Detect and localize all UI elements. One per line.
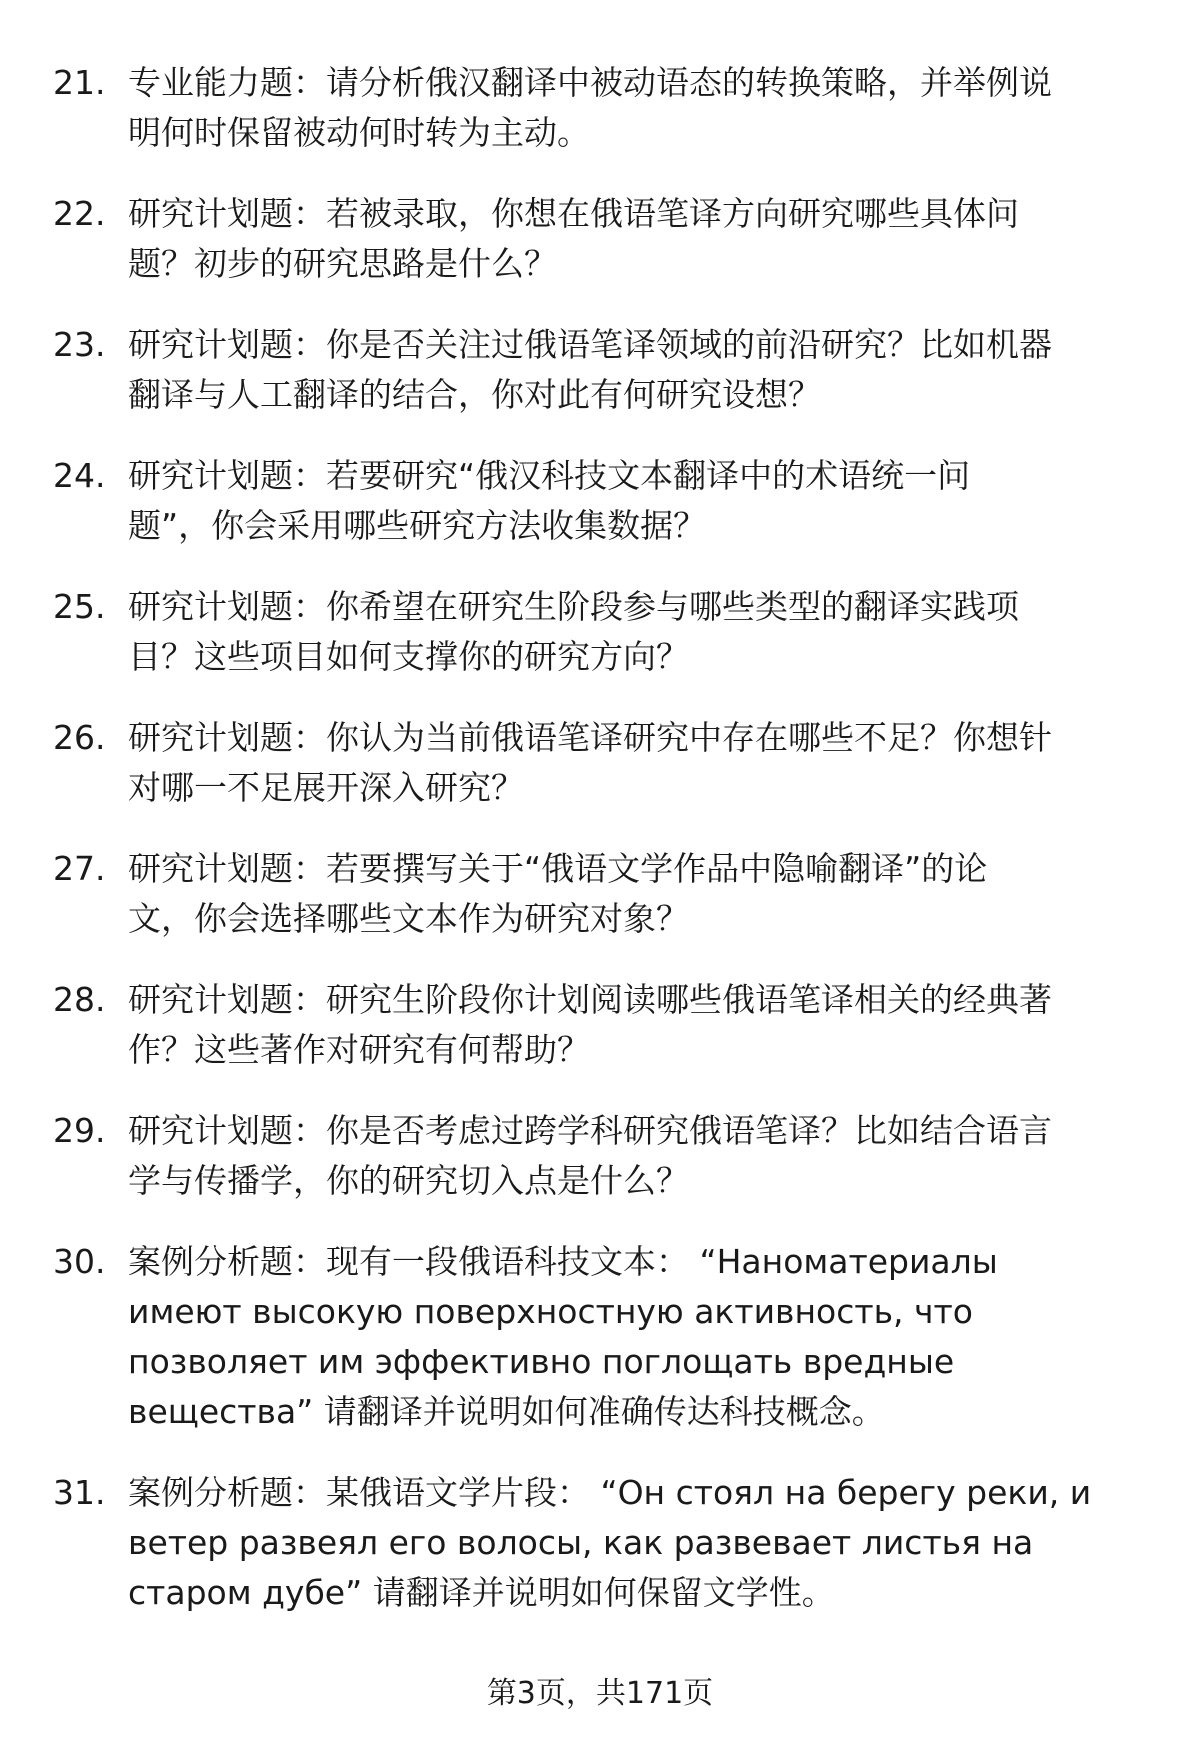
- question-text-line: 学与传播学，你的研究切入点是什么？: [128, 1161, 689, 1200]
- question-text: [128, 844, 1188, 944]
- question-item: [0, 1106, 1200, 1206]
- question-text: [128, 713, 1188, 813]
- question-text-line: 目？这些项目如何支撑你的研究方向？: [128, 637, 689, 676]
- question-number: 29.: [53, 1111, 106, 1150]
- question-text-line: 研究计划题：研究生阶段你计划阅读哪些俄语笔译相关的经典著: [128, 980, 1052, 1019]
- question-text: [128, 58, 1188, 158]
- question-text-line: 作？这些著作对研究有何帮助？: [128, 1030, 590, 1069]
- question-text-line: 专业能力题：请分析俄汉翻译中被动语态的转换策略，并举例说: [128, 63, 1052, 102]
- question-item: [0, 582, 1200, 682]
- question-text-line: ветер развеял его волосы, как развевает листья на: [128, 1523, 1034, 1562]
- question-number: 30.: [53, 1242, 106, 1281]
- question-item: [0, 713, 1200, 813]
- question-number: 28.: [53, 980, 106, 1019]
- question-number: 25.: [53, 587, 106, 626]
- question-text-line: 研究计划题：你是否考虑过跨学科研究俄语笔译？比如结合语言: [128, 1111, 1052, 1150]
- question-text: [128, 582, 1188, 682]
- question-item: [0, 1468, 1200, 1618]
- question-text-line: 翻译与人工翻译的结合，你对此有何研究设想？: [128, 375, 821, 414]
- question-number: 24.: [53, 456, 106, 495]
- question-text: [128, 320, 1188, 420]
- question-text-line: вещества” 请翻译并说明如何准确传达科技概念。: [128, 1392, 885, 1431]
- question-item: [0, 844, 1200, 944]
- question-text-line: 文，你会选择哪些文本作为研究对象？: [128, 899, 689, 938]
- question-text: [128, 189, 1188, 289]
- question-text-line: 案例分析题：某俄语文学片段： “Он стоял на берегу реки, и: [128, 1473, 1092, 1512]
- question-text-line: старом дубе” 请翻译并说明如何保留文学性。: [128, 1573, 835, 1612]
- question-text: [128, 451, 1188, 551]
- question-item: [0, 189, 1200, 289]
- question-text-line: 研究计划题：若要研究“俄汉科技文本翻译中的术语统一问: [128, 456, 971, 495]
- page-footer: 第3页，共171页: [486, 1676, 714, 1711]
- question-text-line: 题”，你会采用哪些研究方法收集数据？: [128, 506, 707, 545]
- question-number: 22.: [53, 194, 106, 233]
- question-item: [0, 320, 1200, 420]
- question-text-line: 研究计划题：若要撰写关于“俄语文学作品中隐喻翻译”的论: [128, 849, 988, 888]
- question-item: [0, 451, 1200, 551]
- question-text-line: 研究计划题：你是否关注过俄语笔译领域的前沿研究？比如机器: [128, 325, 1052, 364]
- question-text-line: 研究计划题：若被录取，你想在俄语笔译方向研究哪些具体问: [128, 194, 1019, 233]
- question-text-line: 研究计划题：你希望在研究生阶段参与哪些类型的翻译实践项: [128, 587, 1019, 626]
- question-item: [0, 58, 1200, 158]
- question-text: [128, 1468, 1188, 1618]
- question-number: 23.: [53, 325, 106, 364]
- question-text-line: имеют высокую поверхностную активность, что: [128, 1292, 973, 1331]
- question-text: [128, 1237, 1188, 1437]
- question-list: [0, 58, 1200, 1649]
- question-text-line: 明何时保留被动何时转为主动。: [128, 113, 590, 152]
- question-item: [0, 1237, 1200, 1437]
- question-text-line: 研究计划题：你认为当前俄语笔译研究中存在哪些不足？你想针: [128, 718, 1052, 757]
- question-number: 27.: [53, 849, 106, 888]
- question-text-line: 对哪一不足展开深入研究？: [128, 768, 524, 807]
- question-text-line: 案例分析题：现有一段俄语科技文本： “Наноматериалы: [128, 1242, 998, 1281]
- question-number: 31.: [53, 1473, 106, 1512]
- question-number: 26.: [53, 718, 106, 757]
- question-text: [128, 1106, 1188, 1206]
- question-text: [128, 975, 1188, 1075]
- question-number: 21.: [53, 63, 106, 102]
- question-text-line: позволяет им эффективно поглощать вредные: [128, 1342, 955, 1381]
- question-item: [0, 975, 1200, 1075]
- question-text-line: 题？初步的研究思路是什么？: [128, 244, 557, 283]
